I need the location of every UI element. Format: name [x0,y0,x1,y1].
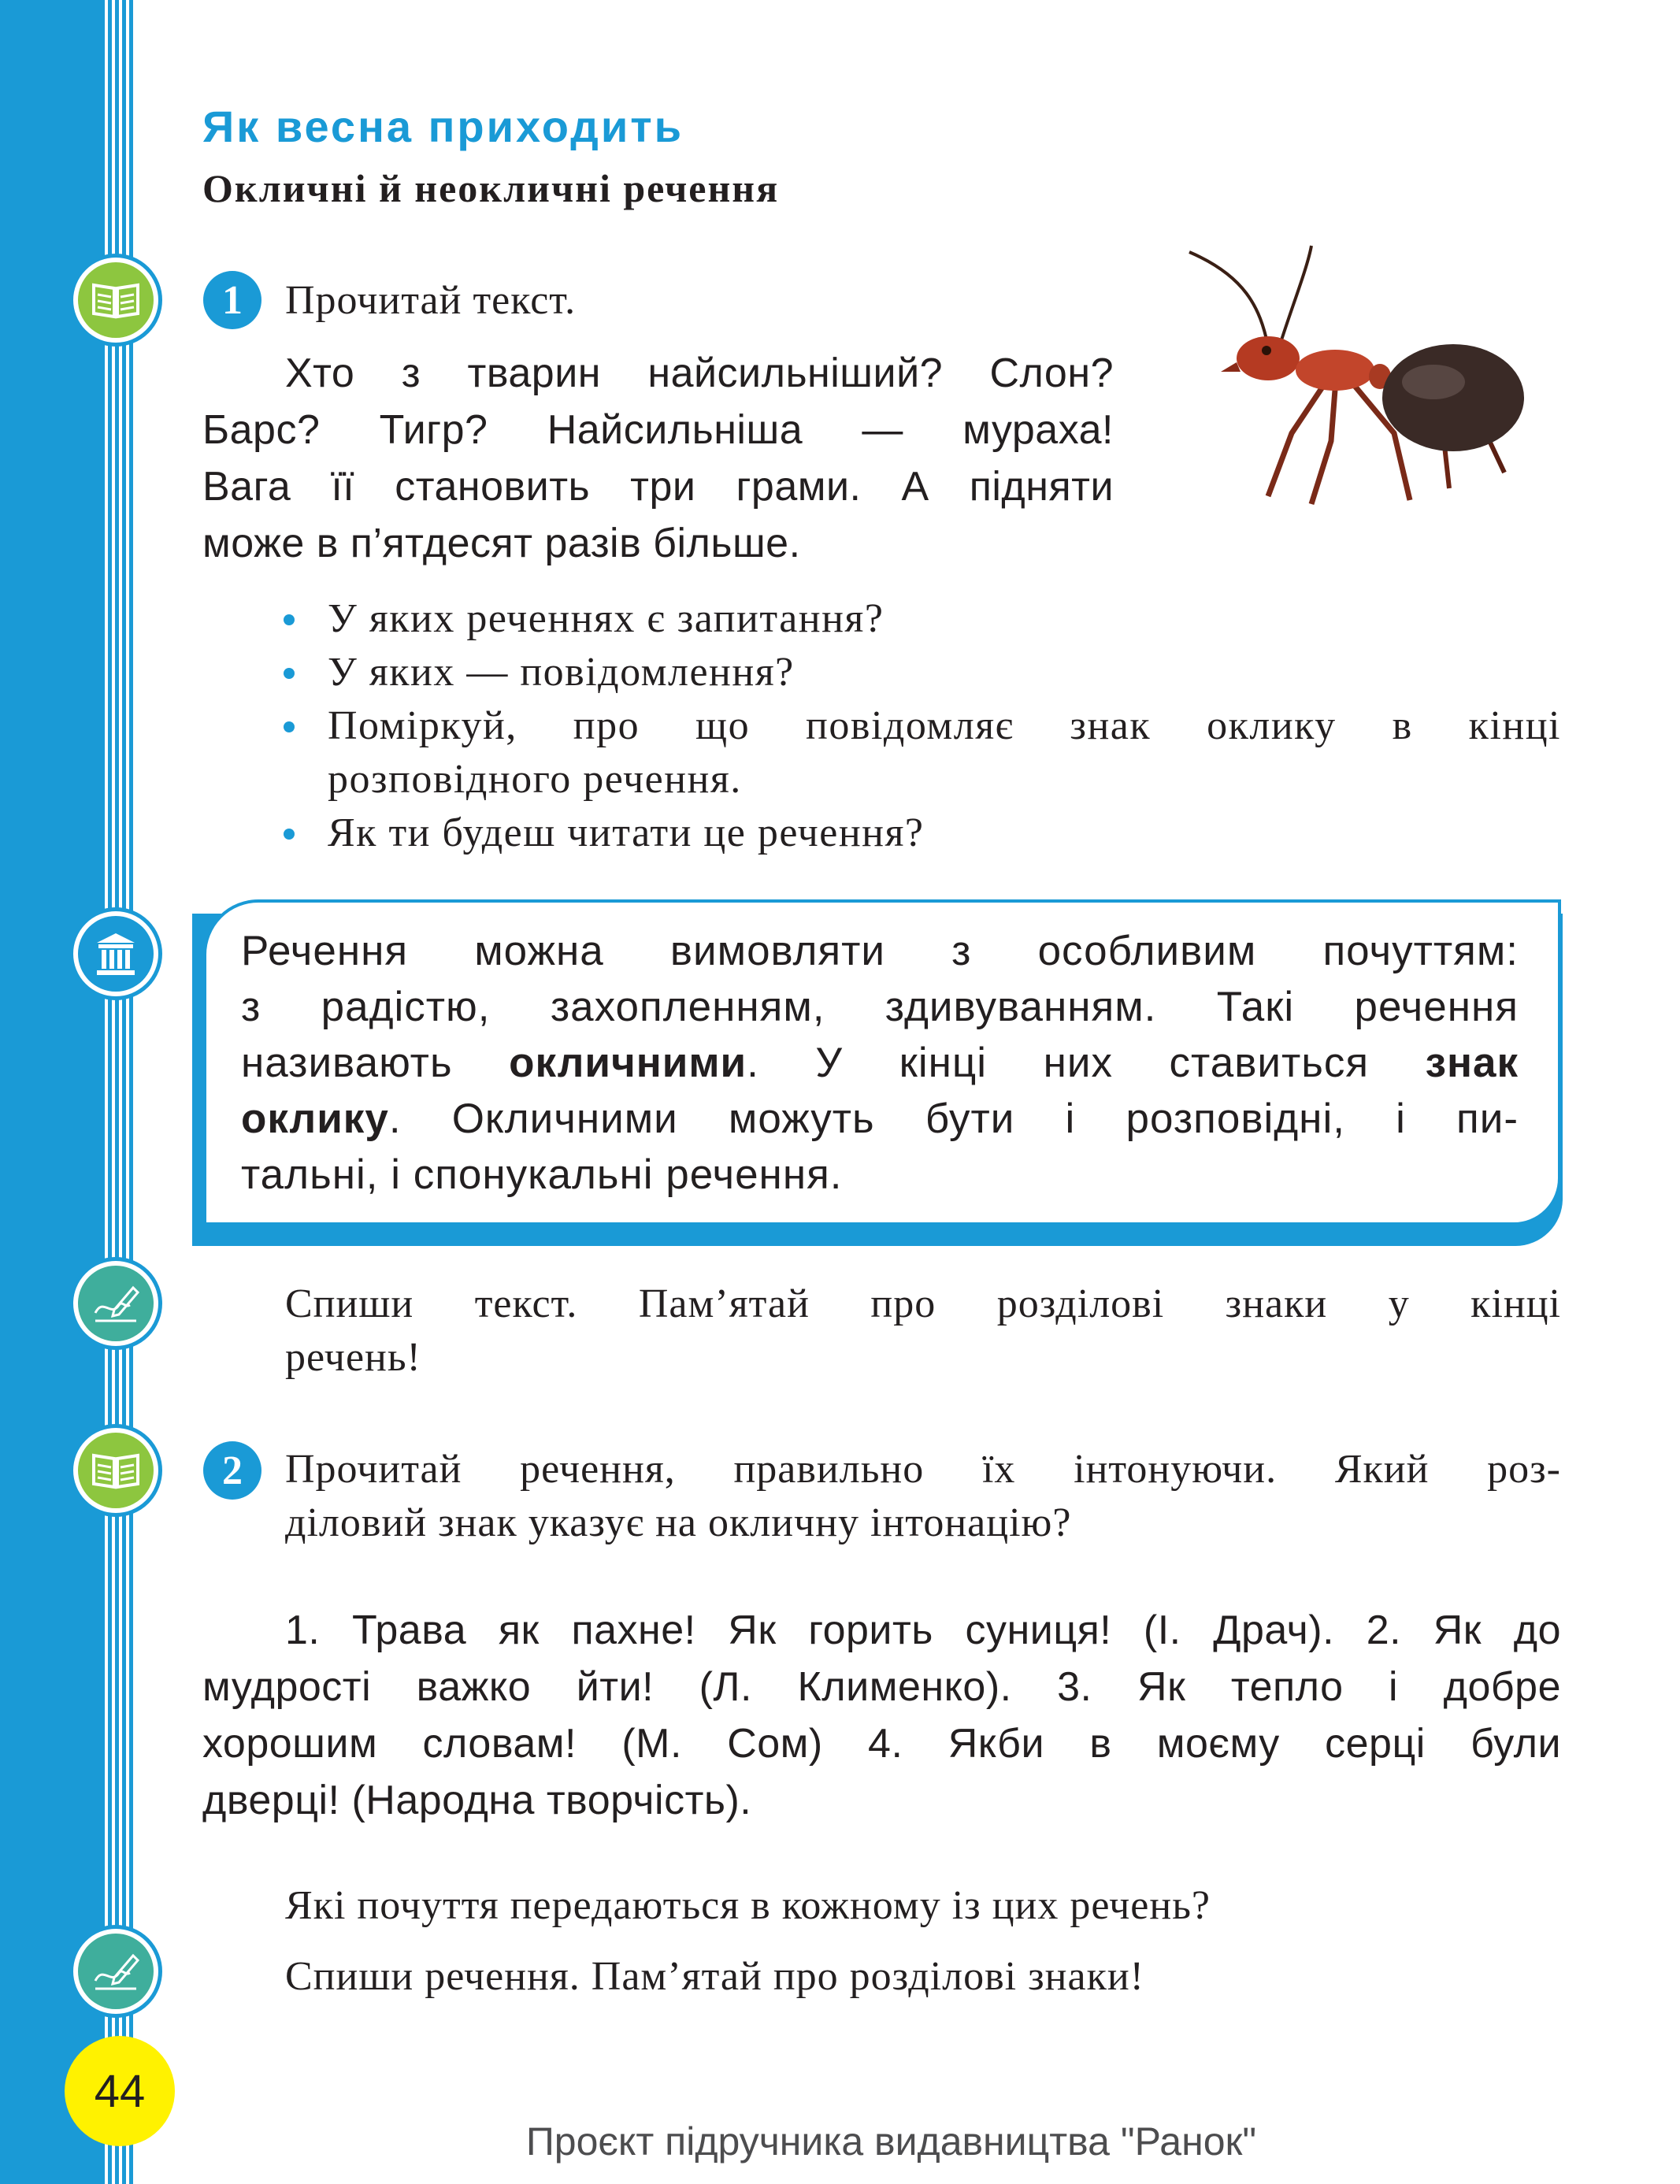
read-badge-2 [69,1424,162,1517]
task-2-question: Які почуття передаються в кожному із цих речень? [285,1883,1211,1928]
rule-line: Речення можна вимовляти з особливим почуттям: [241,928,1519,974]
pen-icon [78,1934,154,2009]
bullet-icon [284,614,295,625]
text-line: 1. Трава як пахне! Як горить суниця! (І. Драч). 2. Як до [285,1607,1561,1653]
pillar-icon [78,916,154,992]
list-item: Поміркуй, про що повідомляє знак оклику в кінці розповідного речення. [284,699,1561,806]
write-task-1: Спиши текст. Пам’ятай про розділові знаки у кінці речень! [285,1281,1561,1380]
bullet-icon [284,668,295,679]
task-2-number: 2 [203,1441,261,1500]
text-line: дверці! (Народна творчість). [202,1778,752,1823]
write-badge-1 [69,1257,162,1350]
write-badge-2 [69,1925,162,2018]
rule-line: називають окличними. У кінці них ставиться знак [241,1040,1519,1086]
text-line: Барс? Тигр? Найсильніша — мураха! [202,407,1114,453]
task-1-text [202,345,1114,572]
book-icon [78,262,154,338]
task-1-number: 1 [203,271,261,329]
text-line: може в п’ятдесят разів більше. [202,521,801,566]
task-2-text [202,1602,1561,1829]
task-1-questions [284,592,1561,860]
list-item: У яких реченнях є запитання? [284,592,1561,646]
text-line: мудрості важко йти! (Л. Клименко). 3. Як тепло і добре [202,1664,1561,1710]
rule-text [241,923,1519,1203]
book-icon [78,1433,154,1508]
page-title: Як весна приходить [202,102,684,151]
bullet-icon [284,829,295,840]
rule-badge [69,907,162,1000]
text-line: Хто з тварин найсильніший? Слон? [285,350,1114,396]
task-1-instruction: Прочитай текст. [285,278,577,323]
task-2-instruction: Прочитай речення, правильно їх інтонуючи. Який роз- діловий знак указує на окличну інтонацію? [285,1447,1561,1545]
list-item: Як ти будеш читати це речення? [284,806,1561,860]
rule-line: оклику. Окличними можуть бути і розповідні, і пи- [241,1096,1519,1142]
rule-line: тальні, і спонукальні речення. [241,1151,843,1198]
read-badge [69,254,162,347]
pen-icon [78,1266,154,1341]
list-item: У яких — повідомлення? [284,646,1561,699]
page-subtitle: Окличні й неокличні речення [202,166,780,210]
footer-note: Проєкт підручника видавництва "Ранок" [525,2119,1257,2164]
page-number: 44 [65,2036,175,2146]
ant-illustration [1174,236,1552,520]
rule-line: з радістю, захопленням, здивуванням. Такі речення [241,984,1519,1030]
write-task-2: Спиши речення. Пам’ятай про розділові знаки! [285,1954,1144,1999]
bullet-icon [284,721,295,732]
text-line: Вага її становить три грами. А підняти [202,464,1114,510]
text-line: хорошим словам! (М. Сом) 4. Якби в моєму серці були [202,1721,1561,1767]
